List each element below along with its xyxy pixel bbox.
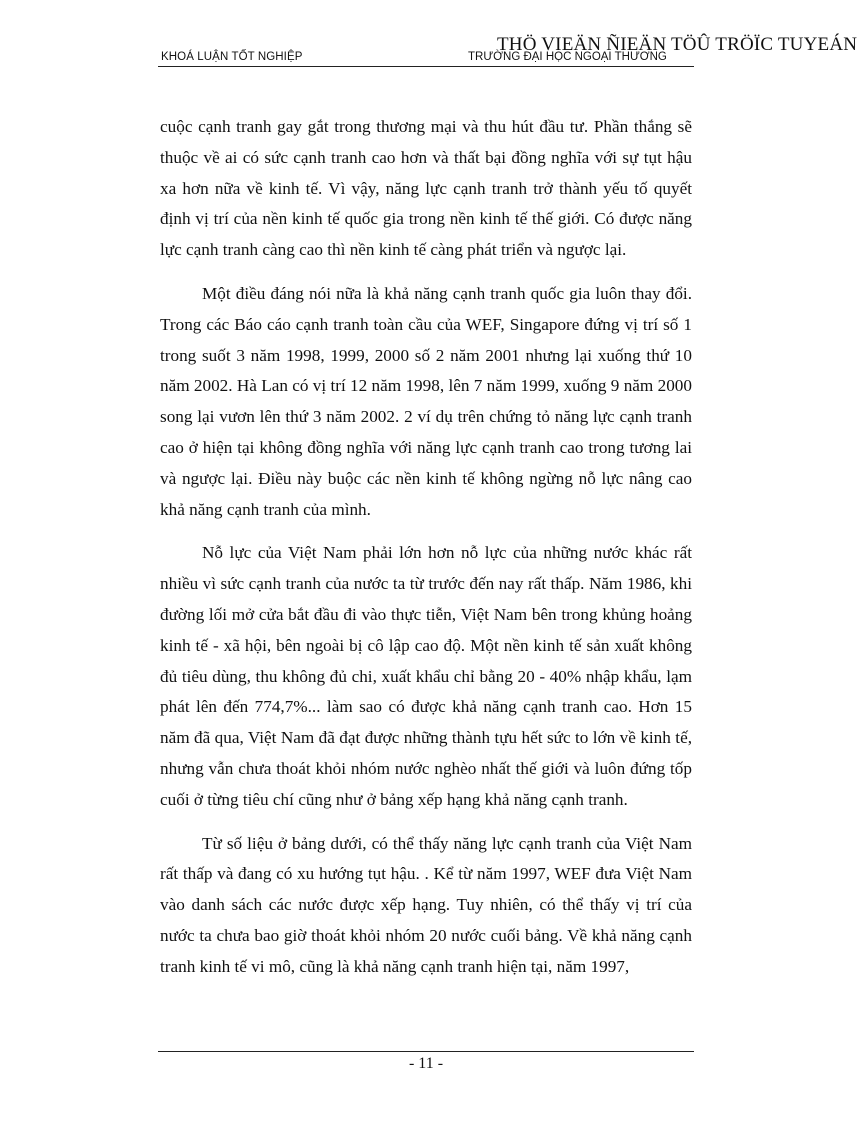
- page-number: - 11 -: [408, 1055, 444, 1072]
- paragraph: Nỗ lực của Việt Nam phải lớn hơn nỗ lực của những nước khác rất nhiều vì sức cạnh tranh của nước ta từ trước đến nay rất thấp. Năm 1986, khi đường lối mở cửa bắt đầu đi vào thực tiễn, Việt Nam bên trong khủng hoảng kinh tế - xã hội, bên ngoài bị cô lập cao độ. Một nền kinh tế sản xuất không đủ tiêu dùng, thu không đủ chi, xuất khẩu chỉ bằng 20 - 40% nhập khẩu, lạm phát lên đến 774,7%... làm sao có được khả năng cạnh tranh cao. Hơn 15 năm đã qua, Việt Nam đã đạt được những thành tựu hết sức to lớn về kinh tế, nhưng vẫn chưa thoát khỏi nhóm nước nghèo nhất thế giới và luôn đứng tốp cuối ở từng tiêu chí cũng như ở bảng xếp hạng khả năng cạnh tranh.: [160, 543, 692, 809]
- paragraph-continuation: cuộc cạnh tranh gay gắt trong thương mại và thu hút đầu tư. Phần thắng sẽ thuộc về ai có sức cạnh tranh cao hơn và thất bại đồng nghĩa với sự tụt hậu xa hơn nữa về kinh tế. Vì vậy, năng lực cạnh tranh trở thành yếu tố quyết định vị trí của nền kinh tế quốc gia trong nền kinh tế thế giới. Có được năng lực cạnh tranh càng cao thì nền kinh tế càng phát triển và ngược lại.: [160, 117, 692, 260]
- document-body: [160, 112, 692, 996]
- paragraph: Một điều đáng nói nữa là khả năng cạnh tranh quốc gia luôn thay đổi. Trong các Báo cáo cạnh tranh toàn cầu của WEF, Singapore đứng vị trí số 1 trong suốt 3 năm 1998, 1999, 2000 số 2 năm 2001 nhưng lại xuống thứ 10 năm 2002. Hà Lan có vị trí 12 năm 1998, lên 7 năm 1999, xuống 9 năm 2000 song lại vươn lên thứ 3 năm 2002. 2 ví dụ trên chứng tỏ năng lực cạnh tranh cao ở hiện tại không đồng nghĩa với năng lực cạnh tranh cao trong tương lai và ngược lại. Điều này buộc các nền kinh tế không ngừng nỗ lực nâng cao khả năng cạnh tranh của mình.: [160, 283, 692, 519]
- header-divider: [158, 66, 694, 67]
- paragraph: Từ số liệu ở bảng dưới, có thể thấy năng lực cạnh tranh của Việt Nam rất thấp và đang có xu hướng tụt hậu. . Kể từ năm 1997, WEF đưa Việt Nam vào danh sách các nước được xếp hạng. Tuy nhiên, có thể thấy vị trí của nước ta chưa bao giờ thoát khỏi nhóm 20 nước cuối bảng. Về khả năng cạnh tranh kinh tế vi mô, cũng là khả năng cạnh tranh hiện tại, năm 1997,: [160, 833, 692, 976]
- watermark-text: THÖ VIEÄN ÑIEÄN TÖÛ TRÖÏC TUYEÁN: [497, 34, 857, 55]
- footer-divider: [158, 1051, 694, 1052]
- header-thesis-label: KHOÁ LUẬN TỐT NGHIỆP: [161, 51, 303, 63]
- header-university-label: TRƯỜNG ĐẠI HỌC NGOẠI THƯƠNG: [468, 51, 667, 63]
